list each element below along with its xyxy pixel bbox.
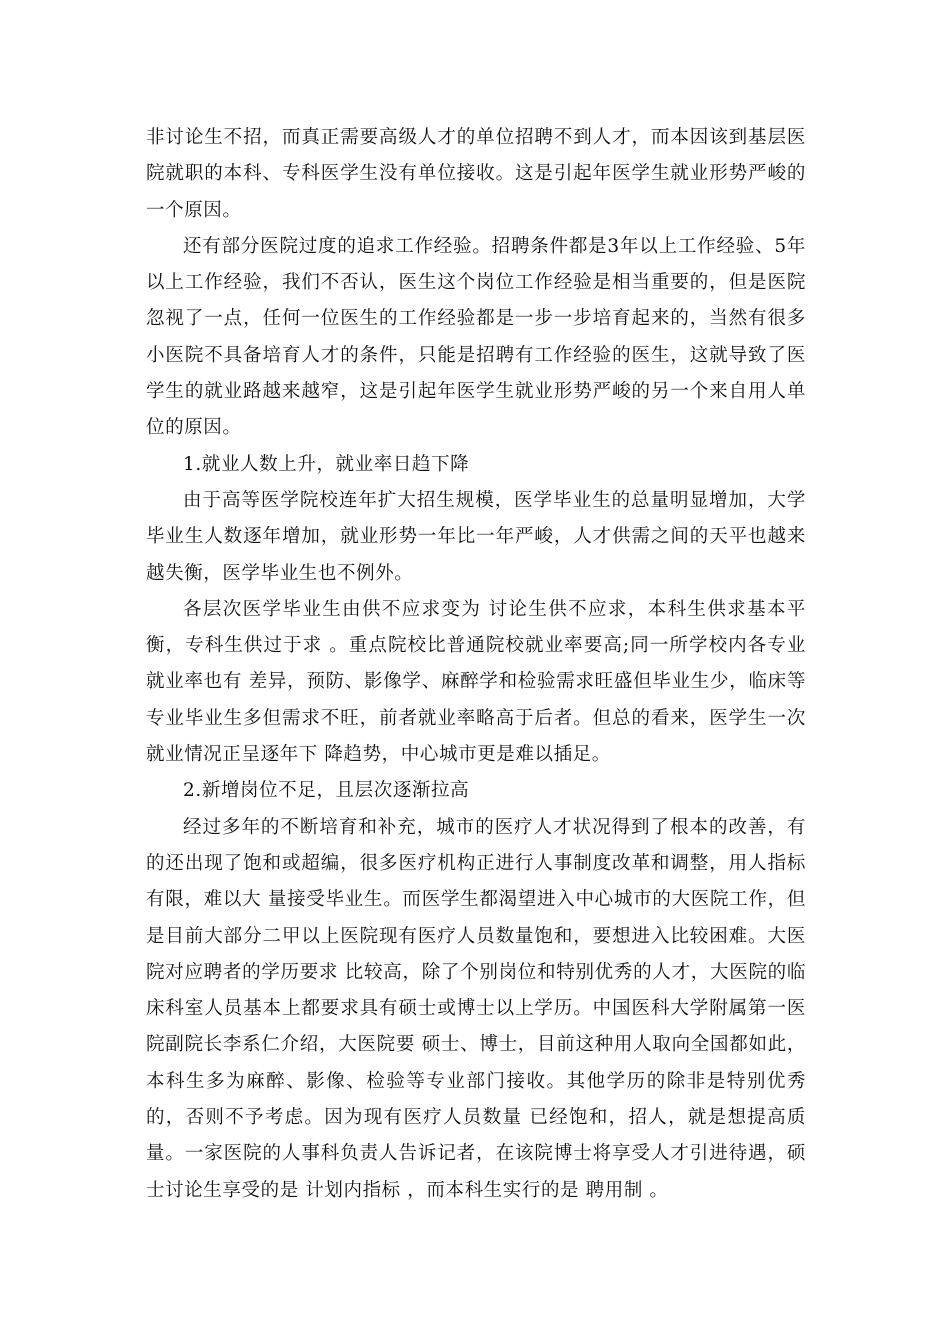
document-body bbox=[146, 120, 806, 1209]
section-heading-2: 2.新增岗位不足，且层次逐渐拉高 bbox=[183, 780, 470, 802]
paragraph-enrollment-growth: 由于高等医学院校连年扩大招生规模，医学毕业生的总量明显增加，大学毕业生人数逐年增加，就业形势一年比一年严峻，人才供需之间的天平也越来越失衡，医学毕业生也不例外。 bbox=[146, 489, 806, 584]
paragraph-new-positions: 经过多年的不断培育和补充，城市的医疗人才状况得到了根本的改善，有的还出现了饱和或超编，很多医疗机构正进行人事制度改革和调整，用人指标有限，难以大 量接受毕业生。而医学生都渴望进入中心城市的大医院工作，但是目前大部分二甲以上医院现有医疗人员数量饱和，要想进入比较困难。大医院对应聘者的学历要求 比较高，除了个别岗位和特别优秀的人才，大医院的临床科室人员基本上都要求具有硕士或博士以上学历。中国医科大学附属第一医院副院长李系仁介绍，大医院要 硕士、博士，目前这种用人取向全国都如此，本科生多为麻醉、影像、检验等专业部门接收。其他学历的除非是特别优秀的，否则不予考虑。因为现有医疗人员数量 已经饱和，招人，就是想提高质量。一家医院的人事科负责人告诉记者，在该院博士将享受人才引进待遇，硕士讨论生享受的是 计划内指标 ，而本科生实行的是 聘用制 。 bbox=[146, 816, 806, 1201]
section-heading-1: 1.就业人数上升，就业率日趋下降 bbox=[183, 453, 470, 475]
paragraph-continued: 非讨论生不招，而真正需要高级人才的单位招聘不到人才，而本因该到基层医院就职的本科、专科医学生没有单位接收。这是引起年医学生就业形势严峻的一个原因。 bbox=[146, 127, 806, 221]
paragraph-supply-demand: 各层次医学毕业生由供不应求变为 讨论生供不应求，本科生供求基本平衡，专科生供过于求 。重点院校比普通院校就业率要高;同一所学校内各专业就业率也有 差异，预防、影像学、麻醉学和检验需求旺盛但毕业生少，临床等专业毕业生多但需求不旺，前者就业率略高于后者。但总的看来，医学生一次就业情况正呈逐年下 降趋势，中心城市更是难以插足。 bbox=[146, 598, 806, 766]
paragraph-work-experience: 还有部分医院过度的追求工作经验。招聘条件都是3年以上工作经验、5年以上工作经验，我们不否认，医生这个岗位工作经验是相当重要的，但是医院忽视了一点，任何一位医生的工作经验都是一步一步培育起来的，当然有很多小医院不具备培育人才的条件，只能是招聘有工作经验的医生，这就导致了医学生的就业路越来越窄，这是引起年医学生就业形势严峻的另一个来自用人单位的原因。 bbox=[146, 235, 806, 439]
